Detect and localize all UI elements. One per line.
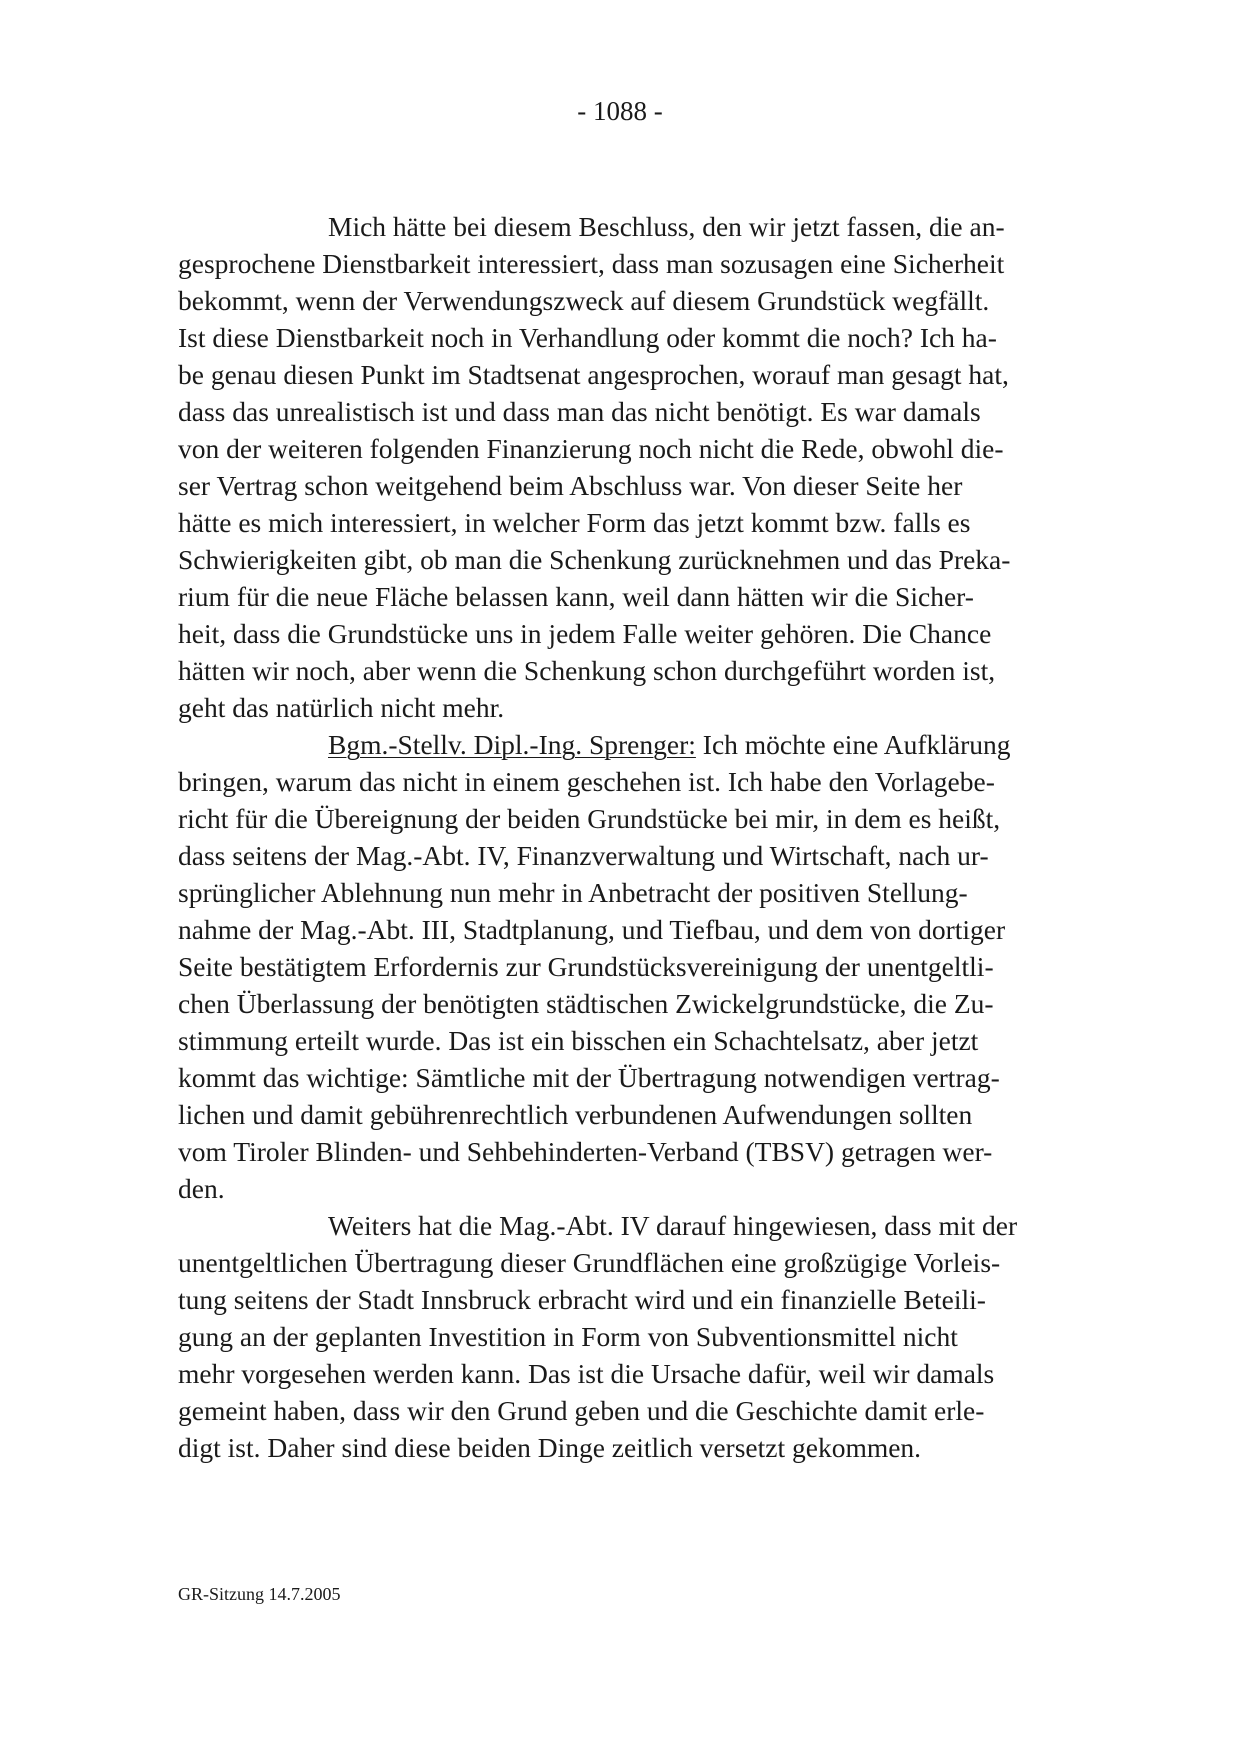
- text-line: bringen, warum das nicht in einem geschehen ist. Ich habe den Vorlagebe-: [178, 766, 995, 797]
- page-number: - 1088 -: [577, 96, 663, 126]
- text-line: stimmung erteilt wurde. Das ist ein bisschen ein Schachtelsatz, aber jetzt: [178, 1025, 979, 1056]
- text-line: be genau diesen Punkt im Stadtsenat angesprochen, worauf man gesagt hat,: [178, 359, 1009, 390]
- text-line: ser Vertrag schon weitgehend beim Abschluss war. Von dieser Seite her: [178, 470, 963, 501]
- text-line: nahme der Mag.-Abt. III, Stadtplanung, und Tiefbau, und dem von dortiger: [178, 914, 1006, 945]
- text-line: kommt das wichtige: Sämtliche mit der Übertragung notwendigen vertrag-: [178, 1062, 1000, 1093]
- text-line: Weiters hat die Mag.-Abt. IV darauf hingewiesen, dass mit der: [328, 1210, 1018, 1241]
- text-line: geht das natürlich nicht mehr.: [178, 692, 505, 723]
- speaker-name: Bgm.-Stellv. Dipl.-Ing. Sprenger:: [328, 729, 696, 760]
- text-line: hätte es mich interessiert, in welcher Form das jetzt kommt bzw. falls es: [178, 507, 971, 538]
- speaker-line-text: Ich möchte eine Aufklärung: [702, 729, 1011, 760]
- text-line: chen Überlassung der benötigten städtischen Zwickelgrundstücke, die Zu-: [178, 988, 994, 1019]
- text-line: gesprochene Dienstbarkeit interessiert, dass man sozusagen eine Sicherheit: [178, 248, 1005, 279]
- speaker-line: [178, 726, 1070, 763]
- text-line: lichen und damit gebührenrechtlich verbundenen Aufwendungen sollten: [178, 1099, 973, 1130]
- text-line: Ist diese Dienstbarkeit noch in Verhandlung oder kommt die noch? Ich ha-: [178, 322, 997, 353]
- text-line: von der weiteren folgenden Finanzierung noch nicht die Rede, obwohl die-: [178, 433, 1004, 464]
- text-line: gung an der geplanten Investition in Form von Subventionsmittel nicht: [178, 1321, 958, 1352]
- text-line: hätten wir noch, aber wenn die Schenkung schon durchgeführt worden ist,: [178, 655, 996, 686]
- text-line: Schwierigkeiten gibt, ob man die Schenkung zurücknehmen und das Preka-: [178, 544, 1011, 575]
- text-line: Mich hätte bei diesem Beschluss, den wir jetzt fassen, die an-: [328, 211, 1005, 242]
- text-line: dass seitens der Mag.-Abt. IV, Finanzverwaltung und Wirtschaft, nach ur-: [178, 840, 989, 871]
- text-line: rium für die neue Fläche belassen kann, weil dann hätten wir die Sicher-: [178, 581, 974, 612]
- text-line: bekommt, wenn der Verwendungszweck auf diesem Grundstück wegfällt.: [178, 285, 990, 316]
- text-line: unentgeltlichen Übertragung dieser Grundflächen eine großzügige Vorleis-: [178, 1247, 1001, 1278]
- footer-session-date: GR-Sitzung 14.7.2005: [178, 1584, 341, 1604]
- text-line: tung seitens der Stadt Innsbruck erbracht wird und ein finanzielle Beteili-: [178, 1284, 986, 1315]
- text-line: den.: [178, 1173, 225, 1204]
- text-line: heit, dass die Grundstücke uns in jedem Falle weiter gehören. Die Chance: [178, 618, 992, 649]
- text-line: gemeint haben, dass wir den Grund geben und die Geschichte damit erle-: [178, 1395, 985, 1426]
- text-line: dass das unrealistisch ist und dass man das nicht benötigt. Es war damals: [178, 396, 981, 427]
- text-line: digt ist. Daher sind diese beiden Dinge zeitlich versetzt gekommen.: [178, 1432, 922, 1463]
- text-line: vom Tiroler Blinden- und Sehbehinderten-Verband (TBSV) getragen wer-: [178, 1136, 993, 1167]
- text-line: richt für die Übereignung der beiden Grundstücke bei mir, in dem es heißt,: [178, 803, 1001, 834]
- text-line: sprünglicher Ablehnung nun mehr in Anbetracht der positiven Stellung-: [178, 877, 968, 908]
- text-line: mehr vorgesehen werden kann. Das ist die Ursache dafür, weil wir damals: [178, 1358, 995, 1389]
- text-line: Seite bestätigtem Erfordernis zur Grundstücksvereinigung der unentgeltli-: [178, 951, 994, 982]
- document-body: [178, 208, 1070, 1466]
